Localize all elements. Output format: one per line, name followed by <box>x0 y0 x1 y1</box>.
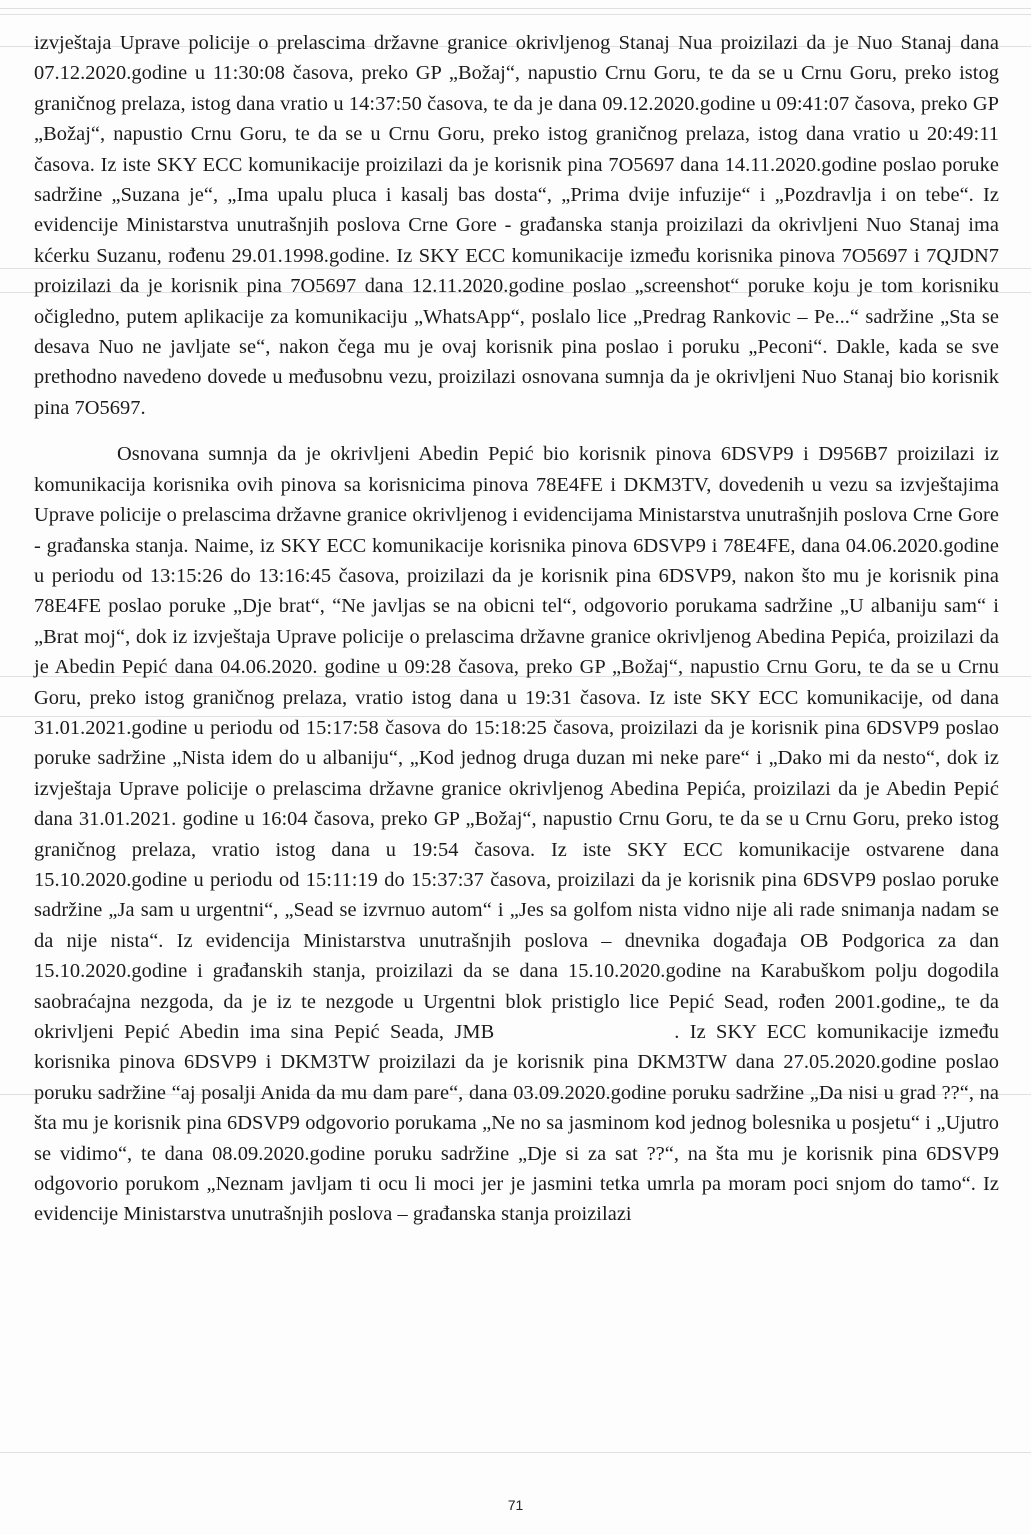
paragraph-2-continuation: . Iz SKY ECC komunikacije između korisnika pinova 6DSVP9 i DKM3TW proizilazi da je korisnik pina DKM3TW dana 27.05.2020.godine poslao poruku sadržine “aj posalji Anida da mu dam pare“, dana 03.09.2020.godine poruku sadržine „Da nisi u grad ??“, na šta mu je korisnik pina 6DSVP9 odgovorio porukama „Ne no sa jasminom kod jednog bolesnika u posjetu“ i „Ujutro se vidimo“, te dana 08.09.2020.godine poruku sadržine „Dje si za sat ??“, na šta mu je korisnik pina 6DSVP9 odgovorio porukom „Neznam javljam ti ocu li moci jer je jasmini tetka umrla pa moram poci snjom do tamo“. Iz evidencije Ministarstva unutrašnjih poslova – građanska stanja proizilazi <box>34 1021 1000 1226</box>
paragraph-1: izvještaja Uprave policije o prelascima državne granice okrivljenog Stanaj Nua proizilazi da je Nuo Stanaj dana 07.12.2020.godine u 11:30:08 časova, preko GP „Božaj“, napustio Crnu Goru, te da se u Crnu Goru, preko istog graničnog prelaza, istog dana vratio u 14:37:50 časova, te da je dana 09.12.2020.godine u 09:41:07 časova, preko GP „Božaj“, napustio Crnu Goru, te da se u Crnu Goru, preko istog graničnog prelaza, istog dana vratio u 20:49:11 časova. Iz iste SKY ECC komunikacije proizilazi da je korisnik pina 7O5697 dana 14.11.2020.godine poslao poruke sadržine „Suzana je“, „Ima upalu pluca i kasalj bas dosta“, „Prima dvije infuzije“ i „Pozdravlja i on tebe“. Iz evidencije Ministarstva unutrašnjih poslova Crne Gore - građanska stanja proizilazi da okrivljeni Nuo Stanaj ima kćerku Suzanu, rođenu 29.01.1998.godine. Iz SKY ECC komunikacije između korisnika pinova 7O5697 i 7QJDN7 proizilazi da je korisnik pina 7O5697 dana 12.11.2020.godine poslao „screenshot“ poruke koju je tom korisniku očigledno, putem aplikacije za komunikaciju „WhatsApp“, poslalo lice „Predrag Rankovic – Pe...“ sadržine „Sta se desava Nuo ne javljate se“, nakon čega mu je ovaj korisnik pina poslao i poruku „Peconi“. Dakle, kada se sve prethodno navedeno dovede u međusobnu vezu, proizilazi osnovana sumnja da je okrivljeni Nuo Stanaj bio korisnik pina 7O5697. <box>34 32 999 419</box>
scan-line <box>0 1452 1031 1453</box>
paragraph-2-text: Osnovana sumnja da je okrivljeni Abedin Pepić bio korisnik pinova 6DSVP9 i D956B7 proizilazi iz komunikacija korisnika ovih pinova sa korisnicima pinova 78E4FE i DKM3TV, dovedenih u vezu sa izvještajima Uprave policije o prelascima državne granice okrivljenog i evidencijama Ministarstva unutrašnjih poslova Crne Gore - građanska stanja. Naime, iz SKY ECC komunikacije korisnika pinova 6DSVP9 i 78E4FE, dana 04.06.2020.godine u periodu od 13:15:26 do 13:16:45 časova, proizilazi da je korisnik pina 6DSVP9, nakon što mu je korisnik pina 78E4FE poslao poruke „Dje brat“, “Ne javljas se na obicni tel“, odgovorio porukama sadržine „U albaniju sam“ i „Brat moj“, dok iz izvještaja Uprave policije o prelascima državne granice okrivljenog Abedina Pepića, proizilazi da je Abedin Pepić dana 04.06.2020. godine u 09:28 časova, preko GP „Božaj“, napustio Crnu Goru, te da se u Crnu Goru, preko istog graničnog prelaza, vratio istog dana u 19:31 časova. Iz iste SKY ECC komunikacije, od dana 31.01.2021.godine u periodu od 15:17:58 časova do 15:18:25 časova, proizilazi da je korisnik pina 6DSVP9 poslao poruke sadržine „Nista idem do u albaniju“, „Kod jednog druga duzan mi neke pare“ i „Dako mi da nesto“, dok iz izvještaja Uprave policije o prelascima državne granice okrivljenog Abedina Pepića, proizilazi da je Abedin Pepić dana 31.01.2021. godine u 16:04 časova, preko GP „Božaj“, napustio Crnu Goru, te da se u Crnu Goru, preko istog graničnog prelaza, vratio istog dana u 19:54 časova. Iz iste SKY ECC komunikacije ostvarene dana 15.10.2020.godine u periodu od 15:11:19 do 15:37:37 časova, proizilazi da je korisnik pina 6DSVP9 poslao poruke sadržine „Ja sam u urgentni“, „Sead se izvrnuo autom“ i „Jes sa golfom nista vidno nije ali rade snimanja nadam se da nije nista“. Iz evidencija Ministarstva unutrašnjih poslova – dnevnika događaja OB Podgorica za dan 15.10.2020.godine i građanskih stanja, proizilazi da se dana 15.10.2020.godine na Karabuškom polju dogodila saobraćajna nezgoda, da je iz te nezgode u Urgentni blok pristiglo lice Pepić Sead, rođen 2001.godine„ te da okrivljeni Pepić Abedin ima sina Pepić Seada, JMB <box>34 443 999 1043</box>
scan-line <box>0 14 1031 15</box>
document-body <box>34 28 999 1230</box>
scan-line <box>0 8 1031 9</box>
page-number: 71 <box>507 1497 524 1513</box>
paragraph-2 <box>34 439 999 1230</box>
